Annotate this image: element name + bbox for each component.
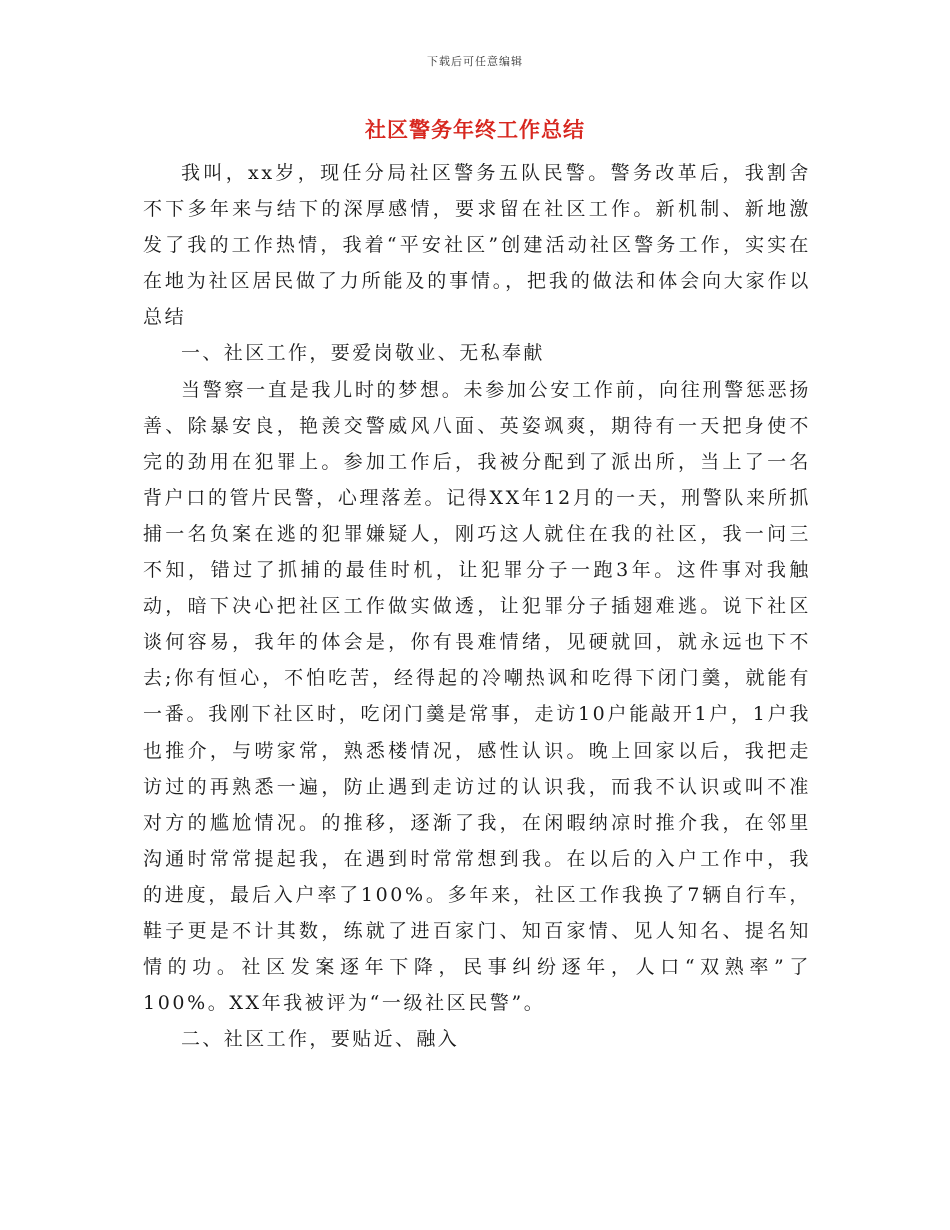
document-title: 社区警务年终工作总结	[365, 117, 585, 142]
document-body	[143, 155, 811, 1057]
paragraph-intro: 我叫，xx岁，现任分局社区警务五队民警。警务改革后，我割舍不下多年来与结下的深厚感情，要求留在社区工作。新机制、新地激发了我的工作热情，我着“平安社区”创建活动社区警务工作，实实在在地为社区居民做了力所能及的事情。，把我的做法和体会向大家作以总结	[143, 162, 811, 329]
paragraph-section-1: 当警察一直是我儿时的梦想。未参加公安工作前，向往刑警惩恶扬善、除暴安良，艳羡交警威风八面、英姿飒爽，期待有一天把身使不完的劲用在犯罪上。参加工作后，我被分配到了派出所，当上了一名背户口的管片民警，心理落差。记得XX年12月的一天，刑警队来所抓捕一名负案在逃的犯罪嫌疑人，刚巧这人就住在我的社区，我一问三不知，错过了抓捕的最佳时机，让犯罪分子一跑3年。这件事对我触动，暗下决心把社区工作做实做透，让犯罪分子插翅难逃。说下社区谈何容易，我年的体会是，你有畏难情绪，见硬就回，就永远也下不去;你有恒心，不怕吃苦，经得起的冷嘲热讽和吃得下闭门羹，就能有一番。我刚下社区时，吃闭门羹是常事，走访10户能敲开1户，1户我也推介，与唠家常，熟悉楼情况，感性认识。晚上回家以后，我把走访过的再熟悉一遍，防止遇到走访过的认识我，而我不认识或叫不准对方的尴尬情况。的推移，逐渐了我，在闲暇纳凉时推介我，在邻里沟通时常常提起我，在遇到时常常想到我。在以后的入户工作中，我的进度，最后入户率了100%。多年来，社区工作我换了7辆自行车，鞋子更是不计其数，练就了进百家门、知百家情、见人知名、提名知情的功。社区发案逐年下降，民事纠纷逐年，人口“双熟率”了100%。XX年我被评为“一级社区民警”。	[143, 378, 811, 1015]
section-heading-1: 一、社区工作，要爱岗敬业、无私奉献	[181, 342, 545, 365]
section-heading-2: 二、社区工作，要贴近、融入	[181, 1028, 460, 1051]
header-note: 下载后可任意编辑	[427, 55, 523, 68]
